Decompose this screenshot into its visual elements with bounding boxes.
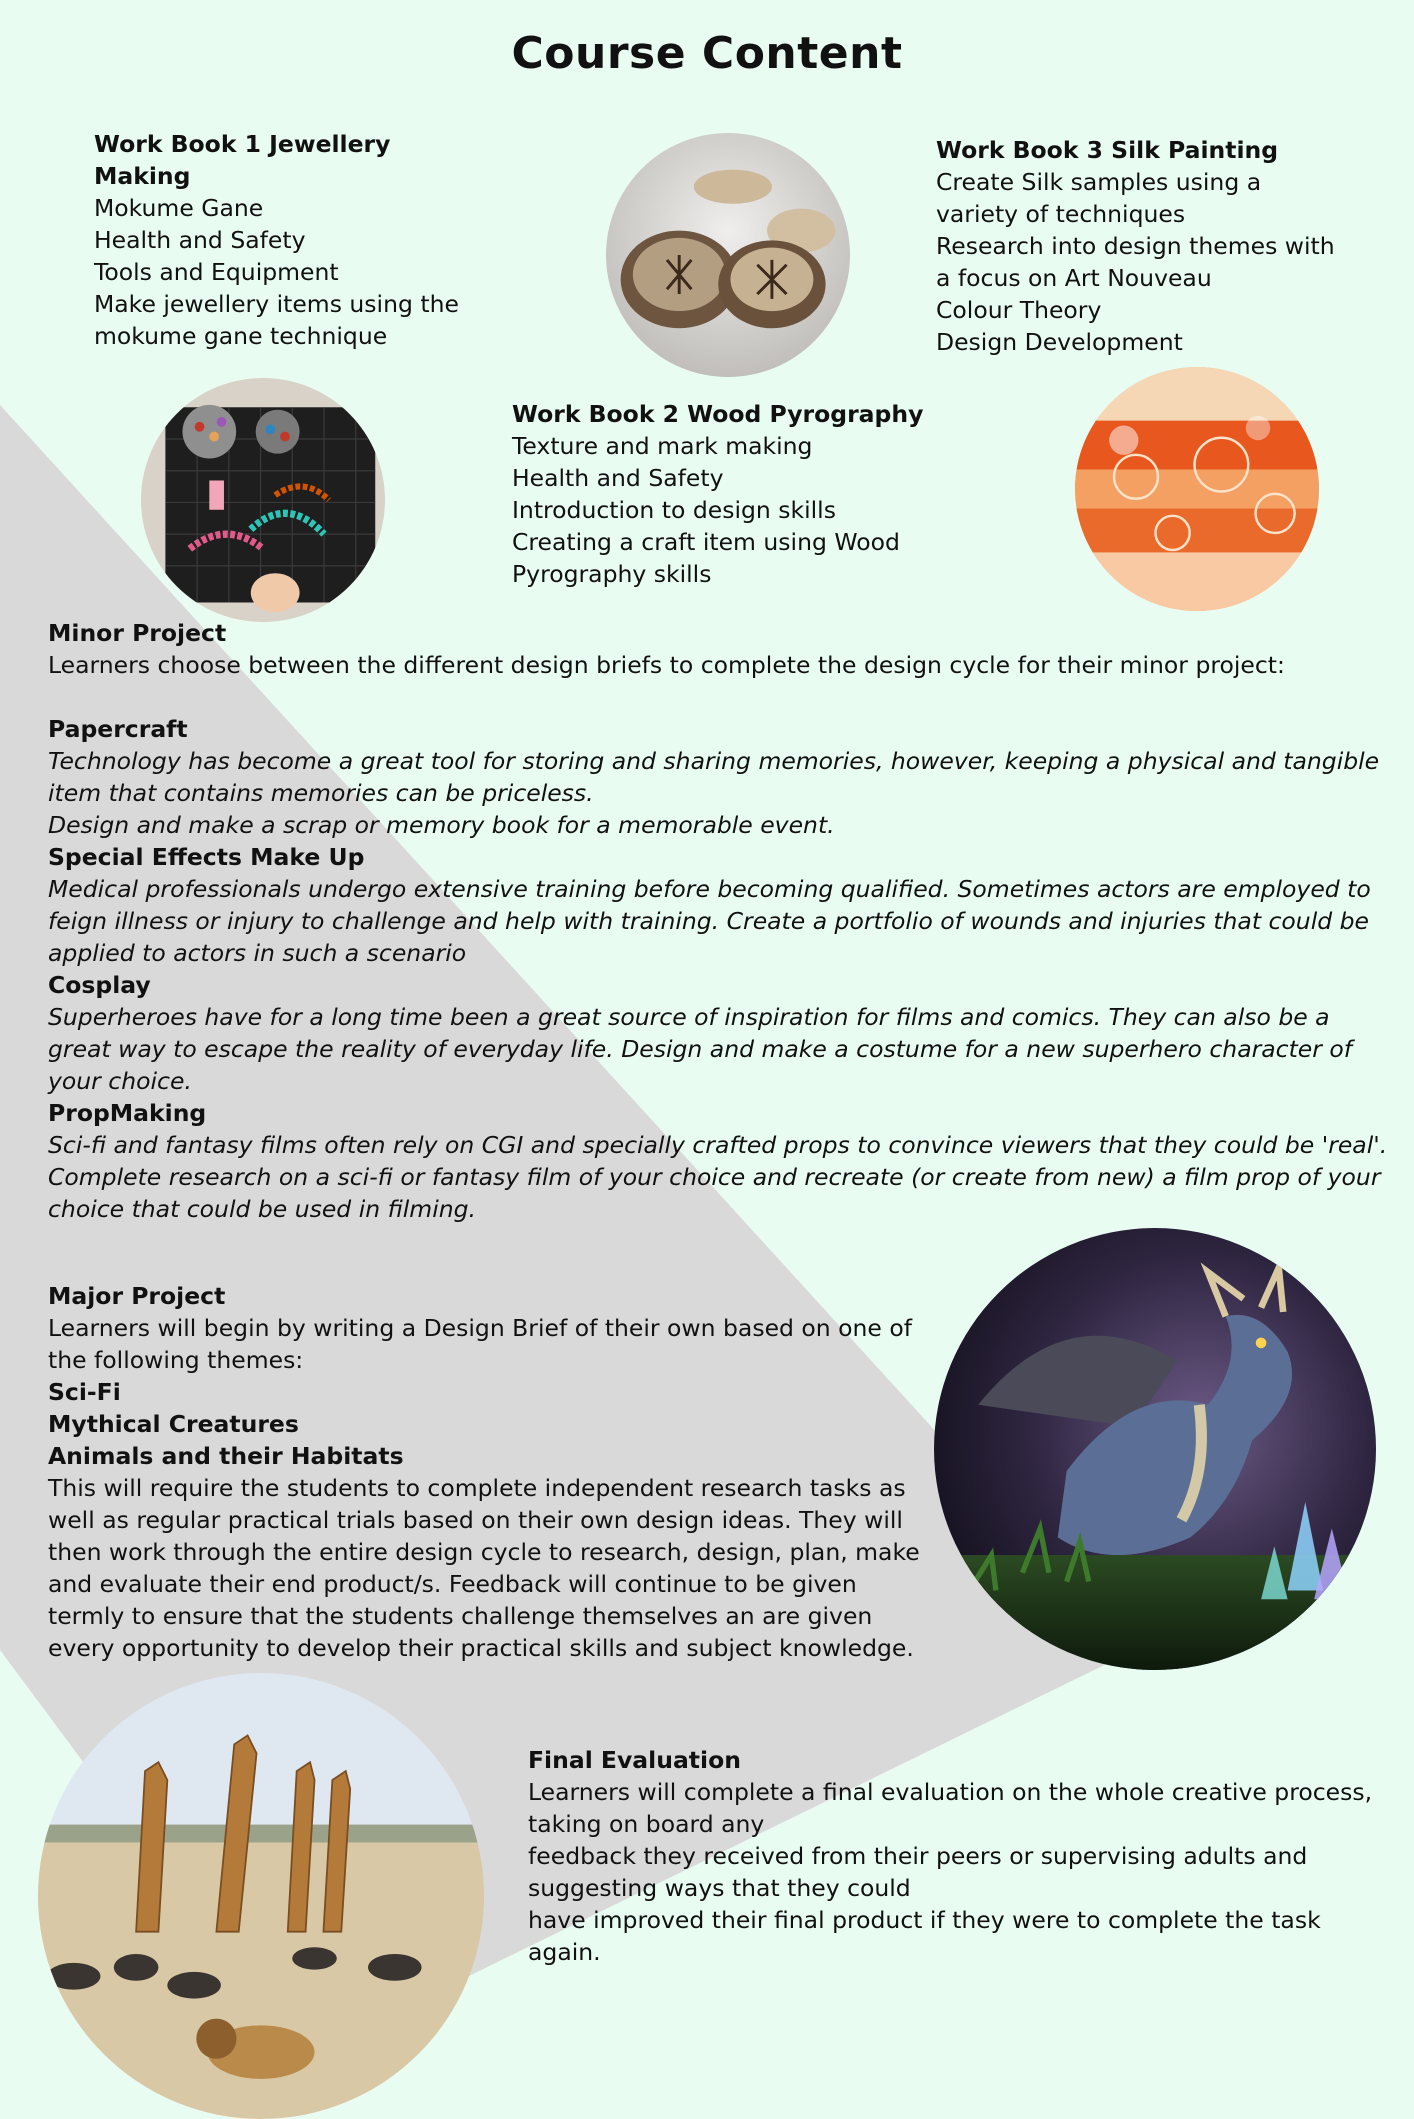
workbook-3 (936, 134, 1336, 358)
theme: Sci-Fi (48, 1378, 121, 1406)
brief-text: Superheroes have for a long time been a great source of inspiration for films and comics. They can also be a great way to escape the reality of everyday life. Design and make a costume for a new superhero character of your choice. (48, 1003, 1353, 1095)
brief-title: Special Effects Make Up (48, 843, 365, 871)
minor-project-heading: Minor Project (48, 619, 227, 647)
workbook-1-item: Make jewellery items using the mokume gane technique (94, 290, 459, 350)
workbook-3-heading: Work Book 3 Silk Painting (936, 136, 1279, 164)
workbook-2-item: Texture and mark making (512, 432, 813, 460)
workbook-2-item: Creating a craft item using Wood Pyrography skills (512, 528, 900, 588)
brief-title: Cosplay (48, 971, 151, 999)
workbook-3-item: Design Development (936, 328, 1183, 356)
workbook-2-item: Health and Safety (512, 464, 724, 492)
final-evaluation-line: have improved their final product if they were to complete the task again. (528, 1906, 1321, 1966)
workbook-2-heading: Work Book 2 Wood Pyrography (512, 400, 924, 428)
major-project-heading: Major Project (48, 1282, 226, 1310)
major-project (48, 1280, 928, 1664)
jewellery-beads-photo (141, 378, 385, 622)
workbook-3-item: Colour Theory (936, 296, 1102, 324)
brief-text: Design and make a scrap or memory book for a memorable event. (48, 811, 835, 839)
workbook-1-item: Mokume Gane (94, 194, 264, 222)
brief-title: Papercraft (48, 715, 188, 743)
theme: Animals and their Habitats (48, 1442, 404, 1470)
final-evaluation (528, 1744, 1388, 1968)
workbook-2 (512, 398, 942, 590)
workbook-1-item: Tools and Equipment (94, 258, 339, 286)
minor-project-intro: Learners choose between the different design briefs to complete the design cycle for their minor project: (48, 651, 1285, 679)
brief-title: PropMaking (48, 1099, 207, 1127)
brief-text: Sci-fi and fantasy films often rely on CGI and specially crafted props to convince viewers that they could be 'real'. Complete research on a sci-fi or fantasy film of your choice and recreate (or create from new) a film prop of your choice that could be used in filming. (48, 1131, 1388, 1223)
workbook-1-heading: Work Book 1 Jewellery Making (94, 130, 391, 190)
workbook-2-item: Introduction to design skills (512, 496, 836, 524)
brief-text: Technology has become a great tool for storing and sharing memories, however, keeping a physical and tangible item that contains memories can be priceless. (48, 747, 1380, 807)
page-title: Course Content (511, 28, 903, 79)
wood-slices-photo (606, 133, 850, 377)
workbook-3-item: Create Silk samples using a variety of techniques (936, 168, 1262, 228)
brief-text: Medical professionals undergo extensive training before becoming qualified. Sometimes actors are employed to feign illness or injury to challenge and help with training. Create a portfolio of wounds and injuries that could be applied to actors in such a scenario (48, 875, 1371, 967)
final-evaluation-heading: Final Evaluation (528, 1746, 741, 1774)
final-evaluation-line: Learners will complete a final evaluation on the whole creative process, taking on board any (528, 1778, 1373, 1838)
workbook-3-item: Research into design themes with a focus on Art Nouveau (936, 232, 1335, 292)
workbook-1-item: Health and Safety (94, 226, 306, 254)
final-evaluation-line: feedback they received from their peers or supervising adults and suggesting ways that they could (528, 1842, 1308, 1902)
workbook-1 (94, 128, 474, 352)
giraffes-savanna-photo (38, 1673, 484, 2119)
silk-painting-photo (1075, 367, 1319, 611)
theme: Mythical Creatures (48, 1410, 299, 1438)
minor-project (48, 617, 1388, 1225)
dragon-photo (934, 1228, 1376, 1670)
major-project-body: This will require the students to complete independent research tasks as well as regular practical trials based on their own design ideas. They will then work through the entire design cycle to research, design, plan, make and evaluate their end product/s. Feedback will continue to be given termly to ensure that the students challenge themselves an are given every opportunity to develop their practical skills and subject knowledge. (48, 1474, 920, 1662)
major-project-intro: Learners will begin by writing a Design Brief of their own based on one of the following themes: (48, 1314, 913, 1374)
